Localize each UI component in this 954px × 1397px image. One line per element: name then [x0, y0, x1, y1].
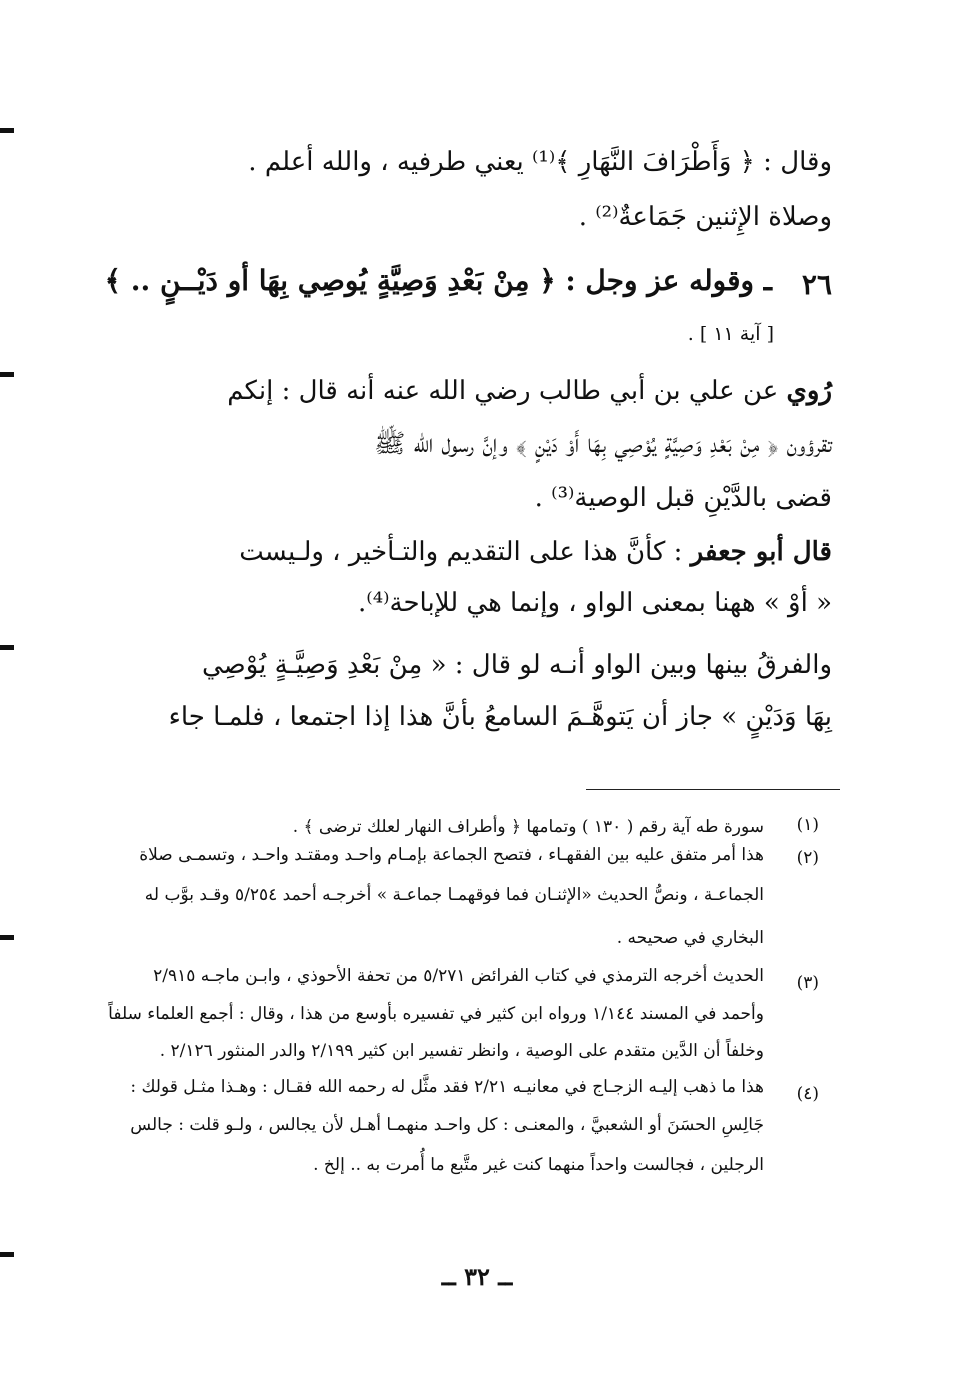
margin-mark: [0, 372, 14, 377]
paragraph-3-line-2: بِهَا وَدَيْنٍ » جاز أن يَتوهَّـمَ السامعُ بأنَّ هذا إذا اجتمعا ، فلمـا جاء: [168, 702, 832, 732]
paragraph-1-line-2: تقرؤون ﴿ مِنْ بَعْدِ وَصِيَّةٍ يُوْصِي بِهَا أَوْ دَيْنٍ ﴾ وإنَّ رسول الله ﷺ: [373, 429, 832, 459]
footnote-1-line-1: سورة طه آية رقم ( ١٣٠ ) وتمامها ﴿ وأطراف النهار لعلك ترضى ﴾ .: [292, 817, 764, 837]
verse-reference: [ آية ١١ ] .: [687, 323, 774, 345]
footnote-2-line-3: البخاري في صحيحه .: [616, 928, 764, 948]
paragraph-1-lead: رُوي: [786, 376, 832, 406]
footnote-2-line-2: الجماعـة ، ونصُّ الحديث «الإثنـان فما فوقهمـا جماعـة » أخرجـه أحمد ٥/٢٥٤ وقـد بوَّب له: [144, 885, 764, 905]
footnote-4-line-1: هذا ما ذهب إليـه الزجـاج في معانيـه ٢/٢١ فقد مثَّل له رحمه الله فقـال : وهـذا مثـل قولك :: [130, 1077, 764, 1097]
footnote-number-2: (٢): [796, 848, 819, 868]
margin-mark: [0, 935, 14, 940]
body-line-1: وقال : ﴿ وَأَطْرَافَ النَّهَارِ ﴾⁽¹⁾ يعني طرفيه ، والله أعلم .: [248, 147, 832, 177]
footnote-3-line-3: وخلفاً أن الدَّين متقدم على الوصية ، وانظر تفسير ابن كثير ٢/١٩٩ والدر المنثور ٢/١٢٦ .: [159, 1041, 764, 1061]
margin-mark: [0, 645, 14, 650]
paragraph-1-line-1: [227, 371, 832, 411]
footnote-number-3: (٣): [796, 973, 819, 993]
section-heading: ـ وقوله عز وجل : ﴿ مِنْ بَعْدِ وَصِيَّةٍ يُوصِي بِهَا أو دَيْــنٍ .. ﴾: [104, 264, 772, 297]
footnote-4-line-2: جَالِسِ الحسَنَ أو الشعبيَّ ، والمعنـى : كل واحـد منهمـا أهـل لأن يجالس ، ولـو قلت : جالس: [130, 1115, 764, 1135]
footnote-separator: [586, 789, 840, 790]
footnote-number-1: (١): [796, 815, 819, 835]
section-number: ٢٦: [801, 268, 832, 301]
page-number: ــ ٣٢ ــ: [441, 1262, 513, 1291]
footnote-3-line-1: الحديث أخرجه الترمذي في كتاب الفرائض ٥/٢٧١ من تحفة الأحوذي ، وابـن ماجـه ٢/٩١٥: [153, 966, 764, 986]
paragraph-1-line-1-text: عن علي بن أبي طالب رضي الله عنه أنه قال : إنكم: [227, 376, 787, 406]
footnote-3-line-2: وأحمد في المسند ١/١٤٤ ورواه ابن كثير في تفسيره بأوسع من هذا ، وقال : أجمع العلماء سلفاً: [108, 1004, 764, 1024]
margin-mark: [0, 1252, 14, 1257]
paragraph-3-line-1: والفرقُ بينها وبين الواو أنـه لو قال : « مِنْ بَعْدِ وَصِيَّـةٍ يُوْصِي: [201, 650, 832, 680]
footnote-number-4: (٤): [796, 1084, 819, 1104]
paragraph-1-line-3: قضى بالدَّيْنِ قبل الوصية⁽³⁾ .: [534, 483, 832, 513]
paragraph-2-line-1-text: : كأنَّ هذا على التقديم والتـأخير ، ولـيست: [239, 537, 691, 567]
margin-mark: [0, 128, 14, 133]
paragraph-2-lead: قال أبو جعفر: [690, 537, 832, 567]
body-line-2: وصلاة الإِثنين جَمَاعةٌ⁽²⁾ .: [578, 202, 832, 232]
paragraph-2-line-1: [239, 532, 832, 572]
footnote-2-line-1: هذا أمر متفق عليه بين الفقهـاء ، فتصح الجماعة بإمـام واحـد ومقتـد واحـد ، وتسمـى صلاة: [139, 845, 764, 865]
paragraph-2-line-2: « أوْ » ههنا بمعنى الواو ، وإنما هي للإباحة⁽⁴⁾.: [358, 588, 832, 618]
footnote-4-line-3: الرجلين ، فجالست واحداً منهما كنت غير متَّبع ما أُمرت به .. إلخ .: [313, 1155, 764, 1175]
